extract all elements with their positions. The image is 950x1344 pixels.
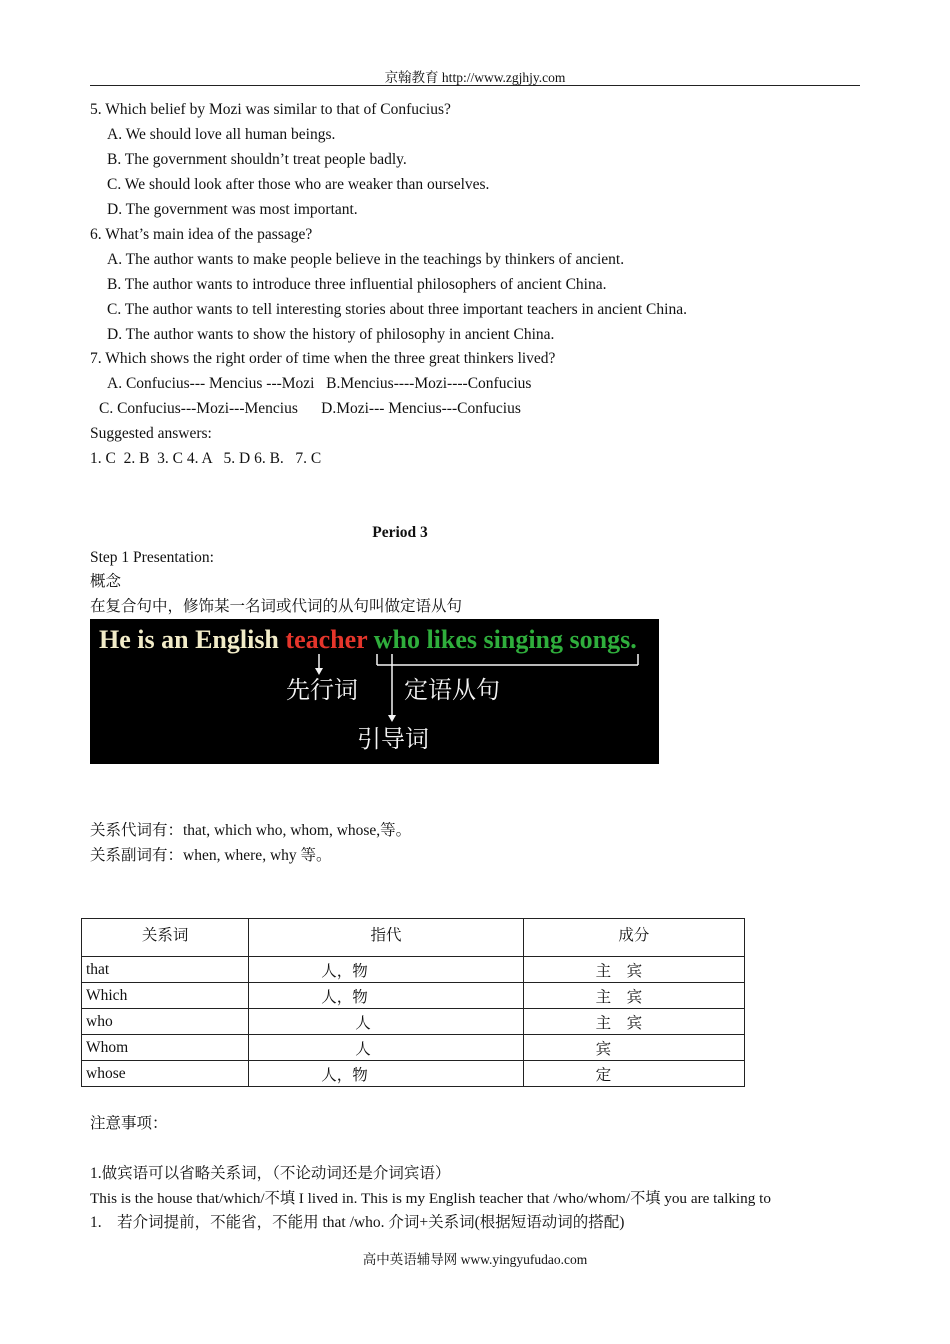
notes-point-1: 1.做宾语可以省略关系词，（不论动词还是介词宾语） (90, 1165, 451, 1182)
table-cell-relative: Whom (82, 1035, 249, 1061)
table-row (82, 1009, 745, 1035)
question-7-stem: 7. Which shows the right order of time when the three great thinkers lived? (90, 350, 556, 367)
table-cell-role: 定 (523, 1061, 744, 1087)
period-title: Period 3 (372, 524, 428, 541)
table-header-relative: 关系词 (82, 919, 249, 957)
label-relative-word: 引导词 (357, 725, 429, 753)
diagram-clause-text: who likes singing songs. (367, 625, 637, 654)
table-cell-reference: 人，物 (249, 983, 523, 1009)
table-cell-relative: whose (82, 1061, 249, 1087)
concept-definition: 在复合句中，修饰某一名词或代词的从句叫做定语从句 (90, 598, 463, 615)
diagram-sentence-main: He is an English (99, 625, 286, 654)
question-5-stem: 5. Which belief by Mozi was similar to that of Confucius? (90, 101, 451, 118)
question-6-option-d: D. The author wants to show the history of philosophy in ancient China. (107, 326, 555, 343)
page-header: 京翰教育 http://www.zgjhjy.com (384, 70, 566, 85)
question-6-option-c: C. The author wants to tell interesting stories about three important teachers in ancient China. (107, 301, 687, 318)
diagram-sentence (99, 625, 637, 654)
table-header-reference: 指代 (249, 919, 523, 957)
step-heading: Step 1 Presentation: (90, 549, 214, 566)
table-cell-role: 宾 (523, 1035, 744, 1061)
table-cell-reference: 人 (249, 1035, 523, 1061)
relative-pronouns: 关系代词有：that, which who, whom, whose,等。 (90, 822, 412, 839)
table-cell-role: 主 宾 (523, 957, 744, 983)
header-rule (90, 85, 860, 86)
table-cell-reference: 人 (249, 1009, 523, 1035)
table-cell-reference: 人，物 (249, 957, 523, 983)
table-row (82, 957, 745, 983)
diagram-antecedent-word: teacher (285, 625, 368, 654)
question-5-option-a: A. We should love all human beings. (107, 126, 336, 143)
notes-title: 注意事项： (90, 1115, 168, 1132)
table-cell-role: 主 宾 (523, 1009, 744, 1035)
question-6-option-a: A. The author wants to make people believe in the teachings by thinkers of ancient. (107, 251, 625, 268)
answers-text: 1. C 2. B 3. C 4. A 5. D 6. B. 7. C (90, 450, 322, 467)
question-6-stem: 6. What’s main idea of the passage? (90, 226, 313, 243)
question-5-option-d: D. The government was most important. (107, 201, 358, 218)
table-row (82, 1061, 745, 1087)
answers-label: Suggested answers: (90, 425, 212, 442)
table-cell-reference: 人，物 (249, 1061, 523, 1087)
label-antecedent: 先行词 (286, 676, 358, 704)
relative-adverbs: 关系副词有：when, where, why 等。 (90, 847, 332, 864)
notes-point-2: 1. 若介词提前，不能省，不能用 that /who. 介词+关系词(根据短语动词的搭配) (90, 1214, 625, 1231)
table-cell-relative: Which (82, 983, 249, 1009)
table-row (82, 983, 745, 1009)
antecedent-arrowhead (315, 668, 323, 675)
concept-label: 概念 (90, 573, 122, 590)
table-header-row (82, 919, 745, 957)
question-5-option-c: C. We should look after those who are weaker than ourselves. (107, 176, 490, 193)
table-cell-relative: that (82, 957, 249, 983)
notes-example-1: This is the house that/which/不填 I lived in. This is my English teacher that /who/whom/不填 you are talking to (90, 1190, 771, 1207)
relative-arrowhead (388, 715, 396, 722)
table-header-role: 成分 (523, 919, 744, 957)
attributive-clause-diagram (90, 619, 659, 764)
question-7-options-ab: A. Confucius--- Mencius ---Mozi B.Mencius----Mozi----Confucius (107, 375, 532, 392)
question-7-options-cd: C. Confucius---Mozi---Mencius D.Mozi--- Mencius---Confucius (99, 400, 521, 417)
question-5-option-b: B. The government shouldn’t treat people badly. (107, 151, 407, 168)
diagram-canvas (90, 619, 659, 764)
question-6-option-b: B. The author wants to introduce three influential philosophers of ancient China. (107, 276, 607, 293)
table-row (82, 1035, 745, 1061)
label-clause: 定语从句 (404, 676, 500, 704)
table-cell-role: 主 宾 (523, 983, 744, 1009)
page-footer: 高中英语辅导网 www.yingyufudao.com (362, 1252, 588, 1267)
table-cell-relative: who (82, 1009, 249, 1035)
relatives-table (81, 918, 745, 1087)
